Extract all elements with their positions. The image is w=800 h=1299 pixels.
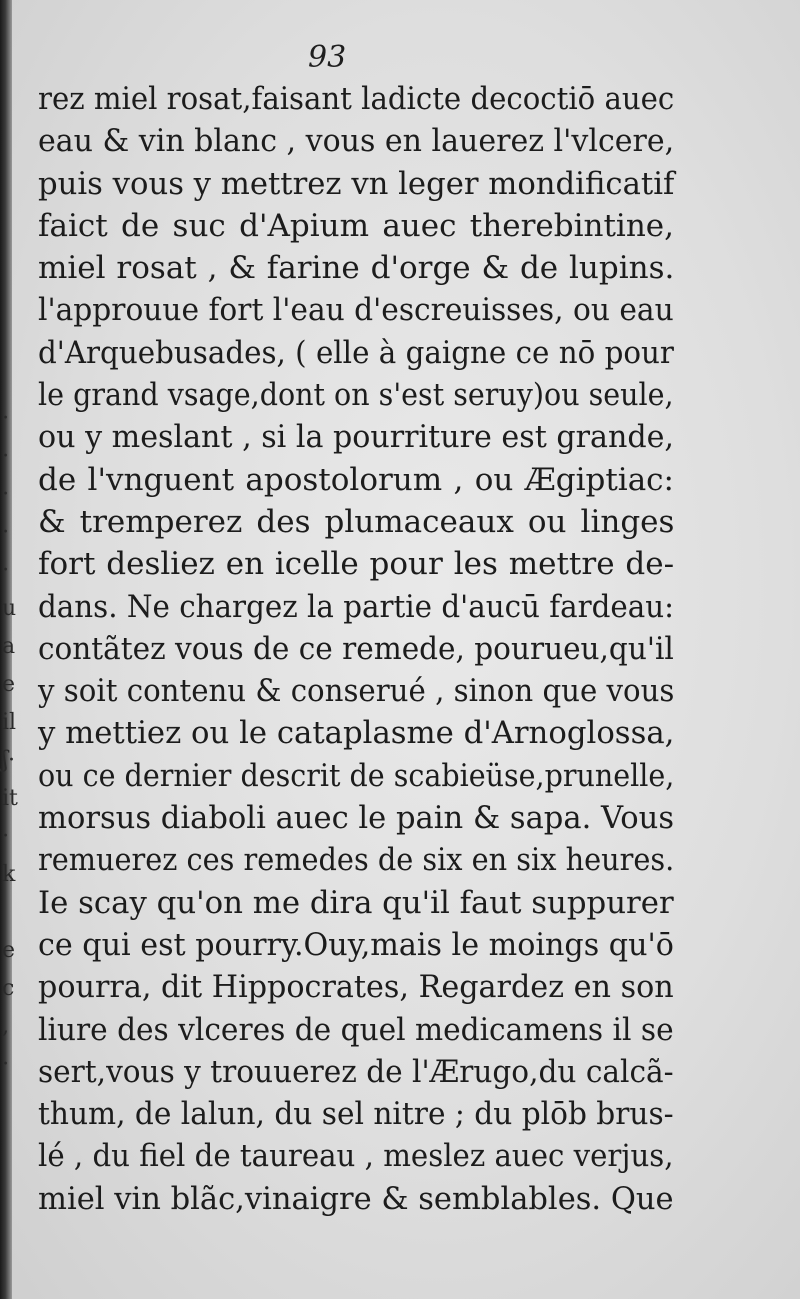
text-line: morsus diaboli auec le pain & sapa. Vous: [38, 800, 675, 837]
edge-mark: ·: [2, 558, 9, 583]
edge-mark: c: [2, 976, 15, 1001]
edge-mark: e: [2, 938, 16, 963]
edge-mark: ·: [2, 824, 9, 849]
text-line: Ie scay qu'on me dira qu'il faut suppurer: [38, 884, 674, 921]
text-line: miel vin blãc,vinaigre & semblables. Que: [38, 1180, 674, 1217]
text-line: pourra, dit Hippocrates, Regardez en son: [38, 969, 674, 1006]
facing-page-edge: [2, 400, 18, 1084]
edge-mark: ·: [2, 482, 9, 507]
text-line: lé , du fiel de taureau , meslez auec verjus,: [38, 1138, 674, 1175]
text-line: l'approuue fort l'eau d'escreuisses, ou eau: [38, 292, 674, 329]
text-line: & tremperez des plumaceaux ou linges: [38, 503, 675, 540]
edge-mark: e: [2, 672, 16, 697]
text-line: contãtez vous de ce remede, pourueu,qu'il: [38, 630, 674, 667]
text-line: liure des vlceres de quel medicamens il se: [38, 1011, 674, 1048]
edge-mark: ,: [2, 1014, 9, 1039]
edge-mark: u: [2, 596, 17, 621]
edge-mark: ·: [2, 520, 9, 545]
text-line: fort desliez en icelle pour les mettre de-: [38, 546, 675, 583]
text-line: ou y meslant , si la pourriture est grande,: [38, 419, 675, 456]
edge-mark: il: [2, 710, 17, 735]
edge-mark: ·: [2, 406, 9, 431]
text-line: miel rosat , & farine d'orge & de lupins.: [38, 250, 675, 287]
text-line: de l'vnguent apostolorum , ou Ægiptiac:: [38, 461, 674, 498]
text-line: rez miel rosat,faisant ladicte decoctiō auec: [38, 81, 675, 117]
edge-mark: [2, 894, 12, 932]
text-line: thum, de lalun, du sel nitre ; du plōb brus-: [38, 1096, 674, 1133]
text-line: remuerez ces remedes de six en six heures.: [38, 842, 675, 879]
text-line: ou ce dernier descrit de scabieüse,prunelle,: [38, 757, 675, 794]
text-line: ce qui est pourry.Ouy,mais le moings qu'ō: [38, 926, 674, 963]
edge-mark: a: [2, 634, 16, 659]
body-text: [38, 78, 674, 1220]
edge-mark: ·: [2, 1052, 9, 1077]
text-line: le grand vsage,dont on s'est seruy)ou seule,: [38, 377, 674, 414]
page-number: 93: [308, 40, 347, 75]
text-line: d'Arquebusades, ( elle à gaigne ce nō pour: [38, 334, 674, 371]
text-line: faict de suc d'Apium auec therebintine,: [38, 207, 674, 244]
edge-mark: k: [2, 862, 16, 887]
text-line: puis vous y mettrez vn leger mondificatif: [38, 165, 675, 202]
edge-mark: it: [2, 786, 18, 811]
edge-mark: ʃ·: [2, 748, 15, 773]
text-line: y soit contenu & conserué , sinon que vous: [38, 673, 675, 710]
text-line: dans. Ne chargez la partie d'aucū fardeau:: [38, 588, 675, 625]
text-line: sert,vous y trouuerez de l'Ærugo,du calcã-: [38, 1053, 674, 1090]
text-line: eau & vin blanc , vous en lauerez l'vlcere,: [38, 123, 675, 160]
edge-mark: ·: [2, 444, 9, 469]
text-line: y mettiez ou le cataplasme d'Arnoglossa,: [38, 715, 675, 752]
